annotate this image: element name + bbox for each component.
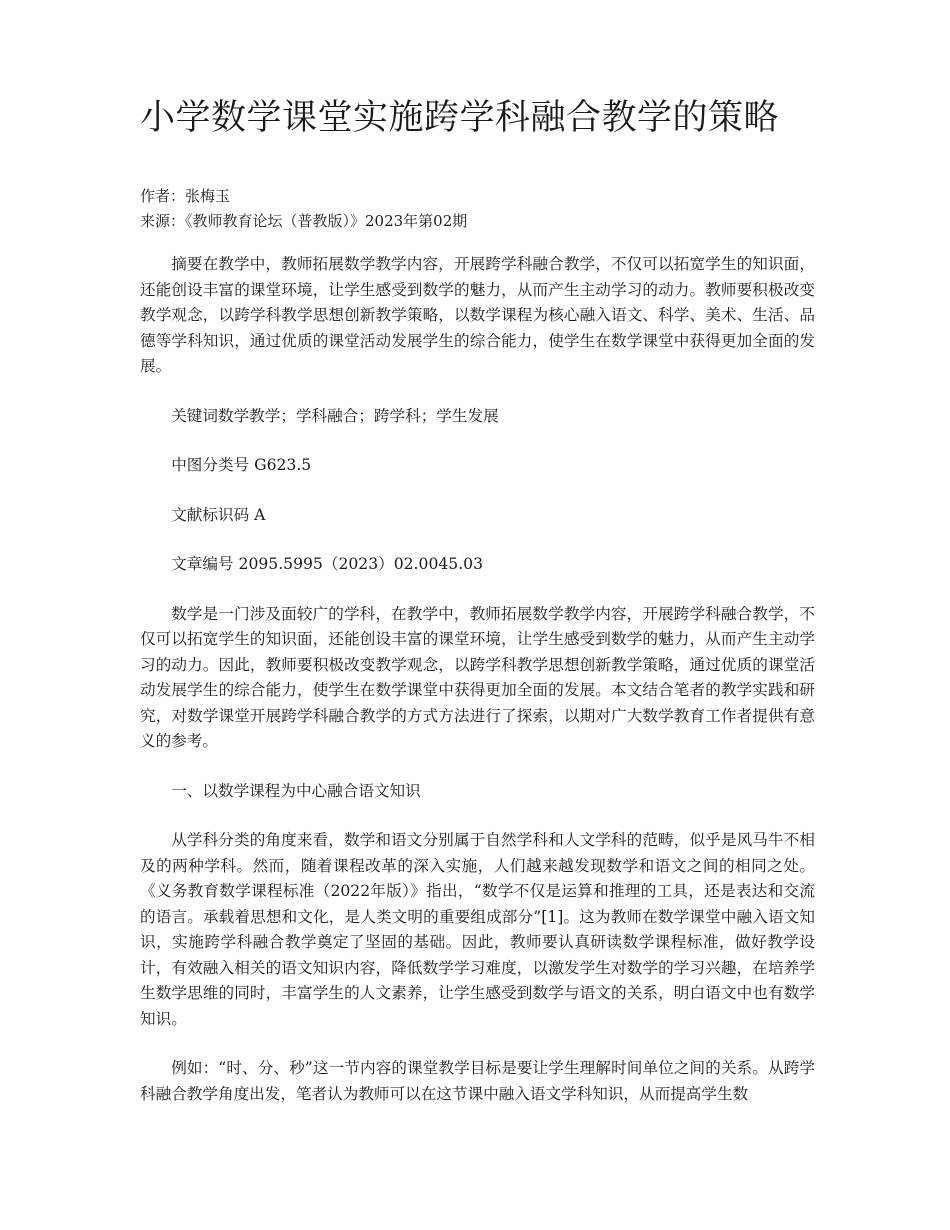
article-number-line: 文章编号 2095.5995（2023）02.0045.03 — [171, 555, 484, 573]
intro-paragraph: 数学是一门涉及面较广的学科，在教学中，教师拓展数学教学内容，开展跨学科融合教学，不仅可以拓宽学生的知识面，还能创设丰富的课堂环境，让学生感受到数学的魅力，从而产生主动学习的动力。因此，教师要积极改变教学观念，以跨学科教学思想创新教学策略，通过优质的课堂活动发展学生的综合能力，使学生在数学课堂中获得更加全面的发展。本文结合笔者的教学实践和研究，对数学课堂开展跨学科融合教学的方式方法进行了探索，以期对广大数学教育工作者提供有意义的参考。 — [140, 604, 815, 750]
article-meta — [140, 184, 815, 234]
document-code-line: 文献标识码 A — [171, 505, 266, 524]
clc-number-line: 中图分类号 G623.5 — [171, 456, 312, 474]
body-paragraph: 从学科分类的角度来看，数学和语文分别属于自然学科和人文学科的范畴，似乎是风马牛不相及的两种学科。然而，随着课程改革的深入实施，人们越来越发现数学和语文之间的相同之处。《义务教育数学课程标准（2022年版）》指出，“数学不仅是运算和推理的工具，还是表达和交流的语言。承载着思想和文化，是人类文明的重要组成部分”[1]。这为教师在数学课堂中融入语文知识，实施跨学科融合教学奠定了坚固的基础。因此，教师要认真研读数学课程标准，做好教学设计，有效融入相关的语文知识内容，降低数学学习难度，以激发学生对数学的学习兴趣，在培养学生数学思维的同时，丰富学生的人文素养，让学生感受到数学与语文的关系，明白语文中也有数学知识。 — [140, 831, 815, 1028]
keywords-line: 关键词数学教学；学科融合；跨学科；学生发展 — [171, 406, 499, 425]
source-line: 来源：《教师教育论坛（普教版）》2023年第02期 — [140, 212, 468, 230]
author-line: 作者：张梅玉 — [140, 187, 231, 205]
article-title: 小学数学课堂实施跨学科融合教学的策略 — [140, 98, 780, 138]
body-paragraph: 例如：“时、分、秒”这一节内容的课堂教学目标是要让学生理解时间单位之间的关系。从跨学科融合教学角度出发，笔者认为教师可以在这节课中融入语文学科知识，从而提高学生数 — [140, 1059, 815, 1103]
abstract-paragraph: 摘要在教学中，教师拓展数学教学内容，开展跨学科融合教学，不仅可以拓宽学生的知识面，还能创设丰富的课堂环境，让学生感受到数学的魅力，从而产生主动学习的动力。教师要积极改变教学观念，以跨学科教学思想创新教学策略，以数学课程为核心融入语文、科学、美术、生活、品德等学科知识，通过优质的课堂活动发展学生的综合能力，使学生在数学课堂中获得更加全面的发展。 — [140, 255, 815, 375]
section-heading: 一、以数学课程为中心融合语文知识 — [171, 781, 421, 800]
